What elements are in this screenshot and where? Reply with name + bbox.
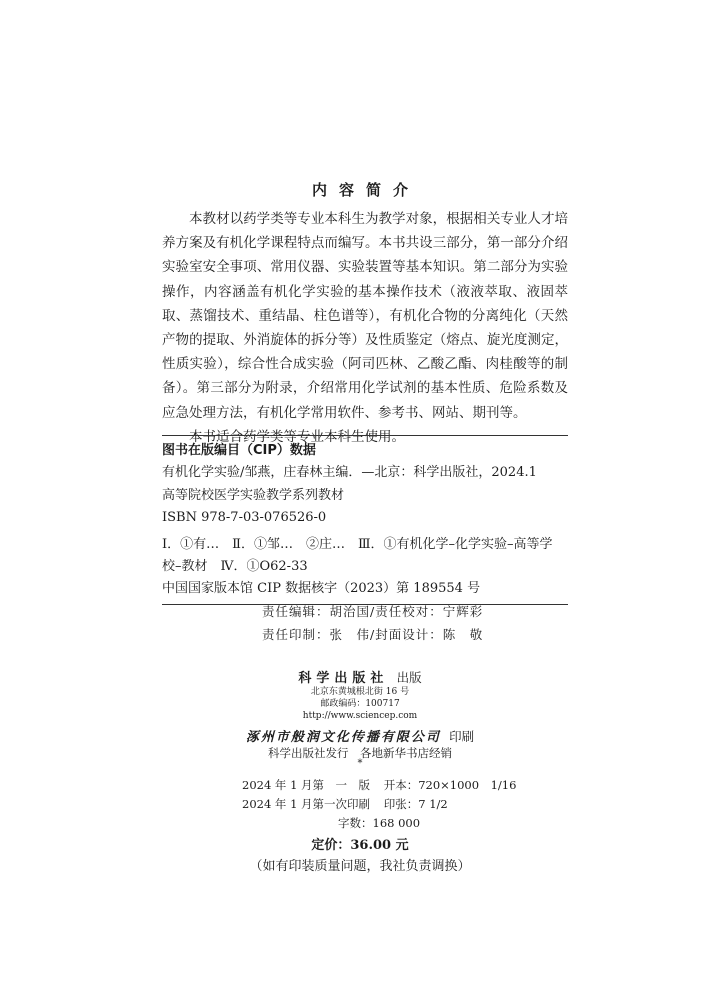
price: 定价：36.00 元 <box>311 838 409 853</box>
publisher-name: 科学出版社 <box>298 671 389 686</box>
first-edition: 2024 年 1 月第 一 版 <box>242 778 371 792</box>
cip-isbn: ISBN 978-7-03-076526-0 <box>162 510 327 525</box>
separator-dot: * <box>357 758 363 769</box>
cip-number: 中国国家版本馆 CIP 数据核字（2023）第 189554 号 <box>162 580 481 596</box>
cip-heading: 图书在版编目（CIP）数据 <box>162 443 316 458</box>
cip-title-line: 有机化学实验/邹燕，庄春林主编．—北京：科学出版社，2024.1 <box>162 465 537 480</box>
book-format: 开本：720×1000 1/16 <box>383 778 517 792</box>
summary-paragraph: 本书适合药学类等专业本科生使用。 <box>189 428 405 445</box>
first-print: 2024 年 1 月第一次印刷 <box>242 797 371 811</box>
distribution-line: 科学出版社发行 各地新华书店经销 <box>268 746 452 760</box>
summary-title: 内容简介 <box>311 181 420 199</box>
cip-series: 高等院校医学实验教学系列教材 <box>162 487 345 503</box>
staff-line-editor: 责任编辑：胡治国/责任校对：宁辉彩 <box>262 604 484 619</box>
publisher-postal: 邮政编码：100717 <box>320 699 400 709</box>
printer-action: 印刷 <box>449 729 475 744</box>
word-count: 字数：168 000 <box>338 816 421 830</box>
edition-row <box>242 776 516 795</box>
summary-paragraph: 本教材以药学类等专业本科生为教学对象，根据相关专业人才培养方案及有机化学课程特点而编写。本书共设三部分，第一部分介绍实验室安全事项、常用仪器、实验装置等基本知识。第二部分为实验操作，内容涵盖有机化学实验的基本操作技术（液液萃取、液固萃取、蒸馏技术、重结晶、柱色谱等），有机化合物的分离纯化（天然产物的提取、外消旋体的拆分等）及性质鉴定（熔点、旋光度测定，性质实验），综合性合成实验（阿司匹林、乙酸乙酯、肉桂酸等的制备）。第三部分为附录，介绍常用化学试剂的基本性质、危险系数及应急处理方法，有机化学常用软件、参考书、网站、期刊等。 <box>162 211 568 421</box>
publisher-website: http://www.sciencep.com <box>302 711 418 721</box>
cip-classification-1: Ⅰ．①有… Ⅱ．①邹… ②庄… Ⅲ．①有机化学–化学实验–高等学 <box>162 536 553 552</box>
print-sheets: 印张：7 1/2 <box>383 797 448 811</box>
printer-name: 涿州市般润文化传播有限公司 <box>245 730 441 745</box>
publisher-address: 北京东黄城根北街 16 号 <box>310 687 410 697</box>
printing-row <box>242 795 516 814</box>
printer-line <box>0 726 720 745</box>
edition-info <box>242 776 516 833</box>
publisher-line <box>0 667 720 686</box>
cip-classification-2: 校–教材 Ⅳ．①O62-33 <box>162 558 308 574</box>
staff-line-print: 责任印制：张 伟/封面设计：陈 敬 <box>262 627 484 642</box>
quality-notice: （如有印装质量问题，我社负责调换） <box>249 859 471 874</box>
cip-block <box>162 435 568 605</box>
staff-credits <box>262 600 483 646</box>
summary-body <box>162 207 568 449</box>
publisher-action: 出版 <box>396 670 422 685</box>
